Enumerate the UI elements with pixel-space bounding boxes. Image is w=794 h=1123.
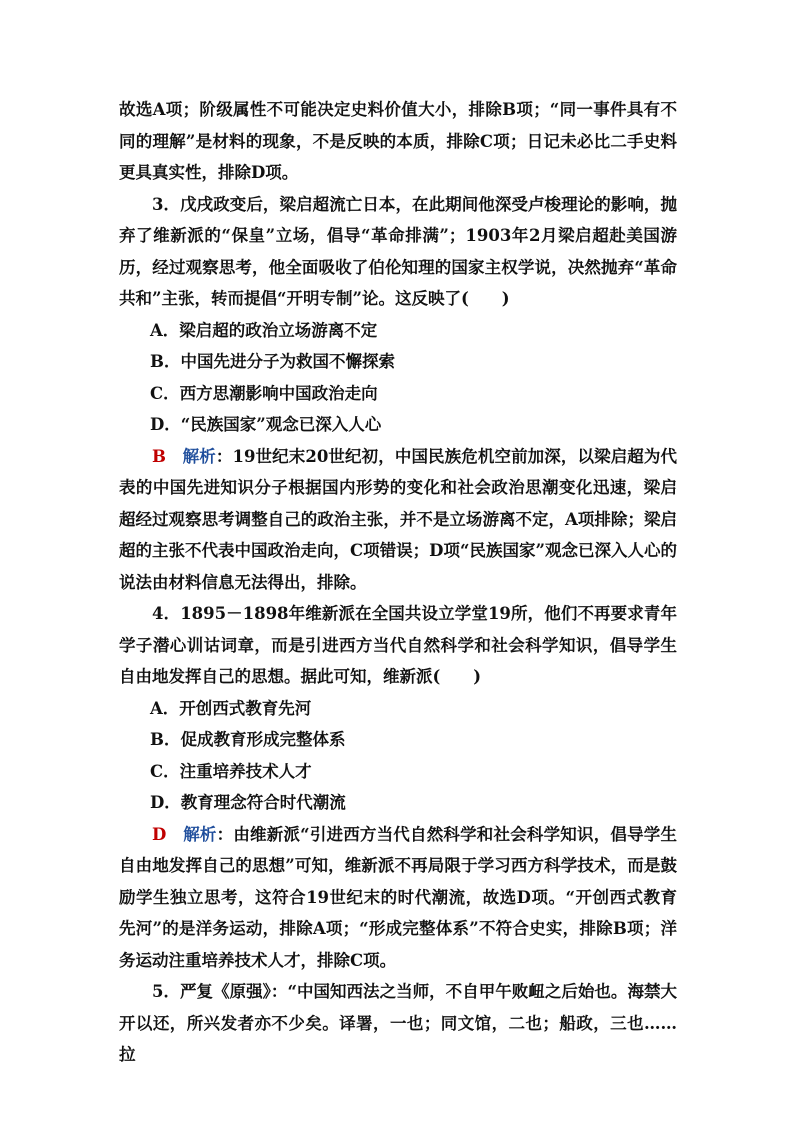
question-3-option-d: D．“民族国家”观念已深入人心 bbox=[150, 415, 382, 434]
previous-question-analysis-continuation: 故选A项；阶级属性不可能决定史料价值大小，排除B项；“同一事件具有不同的理解”是材料的现象，不是反映的本质，排除C项；日记未必比二手史料更具真实性，排除D项。 bbox=[119, 100, 677, 182]
question-3-analysis-label: 解析 bbox=[182, 446, 216, 466]
question-3-option-a: A．梁启超的政治立场游离不定 bbox=[150, 320, 378, 340]
page-content bbox=[119, 94, 677, 1071]
question-4-stem: 4．1895－1898年维新派在全国共设立学堂19所，他们不再要求青年学子潜心训诂词章，而是引进西方当代自然科学和社会科学知识，倡导学生自由地发挥自己的思想。据此可知，维新派( ) bbox=[119, 604, 677, 686]
question-4-option-c: C．注重培养技术人才 bbox=[150, 761, 312, 781]
question-3-analysis bbox=[119, 441, 677, 599]
question-3-option-c: C．西方思潮影响中国政治走向 bbox=[150, 383, 378, 403]
question-3-stem: 3．戊戌政变后，梁启超流亡日本，在此期间他深受卢梭理论的影响，抛弃了维新派的“保皇”立场，倡导“革命排满”；1903年2月梁启超赴美国游历，经过观察思考，他全面吸收了伯伦知理的国家主权学说，决然抛弃“革命共和”主张，转而提倡“开明专制”论。这反映了( ) bbox=[119, 194, 677, 308]
question-4-option-b: B．促成教育形成完整体系 bbox=[150, 730, 346, 749]
question-4-option-d: D．教育理念符合时代潮流 bbox=[150, 793, 346, 812]
question-3-answer: B bbox=[152, 446, 166, 466]
question-3-analysis-text: ：19世纪末20世纪初，中国民族危机空前加深，以梁启超为代表的中国先进知识分子根据国内形势的变化和社会政治思潮变化迅速，梁启超经过观察思考调整自己的政治主张，并不是立场游离不定，A项排除；梁启超的主张不代表中国政治走向，C项错误；D项“民族国家”观念已深入人心的说法由材料信息无法得出，排除。 bbox=[119, 446, 678, 592]
question-4-option-a: A．开创西式教育先河 bbox=[150, 698, 312, 718]
question-4-analysis-label: 解析 bbox=[183, 824, 217, 844]
question-4-analysis-text: ：由维新派“引进西方当代自然科学和社会科学知识，倡导学生自由地发挥自己的思想”可知，维新派不再局限于学习西方科学技术，而是鼓励学生独立思考，这符合19世纪末的时代潮流，故选D项。“开创西式教育先河”的是洋务运动，排除A项；“形成完整体系”不符合史实，排除B项；洋务运动注重培养技术人才，排除C项。 bbox=[119, 824, 678, 970]
question-4-answer: D bbox=[152, 824, 167, 844]
question-4-analysis bbox=[119, 819, 677, 977]
question-3-option-b: B．中国先进分子为救国不懈探索 bbox=[150, 352, 395, 371]
question-5-stem: 5．严复《原强》：“中国知西法之当师，不自甲午败衄之后始也。海禁大开以还，所兴发者亦不少矣。译署，一也；同文馆，二也；船政，三也……拉 bbox=[119, 982, 677, 1064]
